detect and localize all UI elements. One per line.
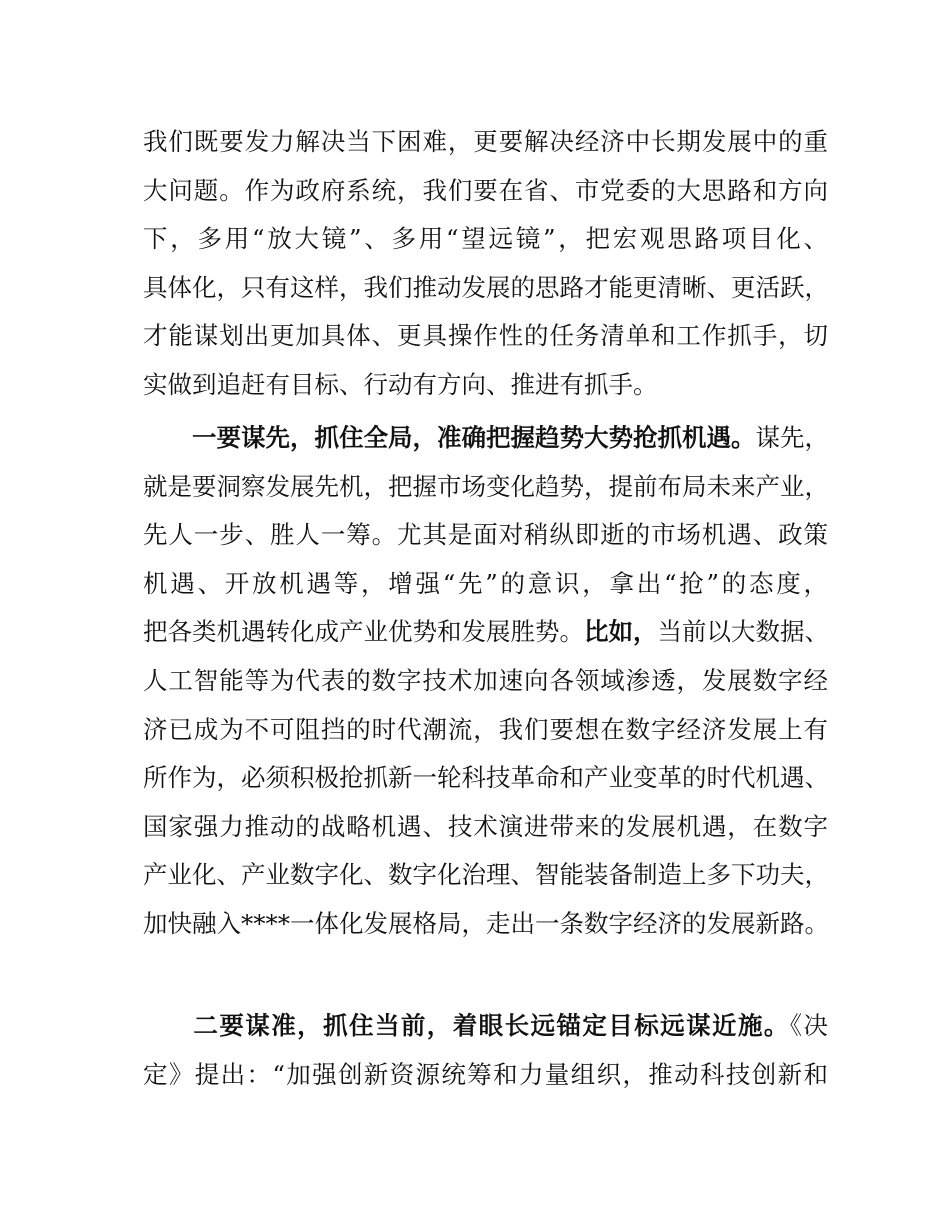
paragraph-line: 大问题。作为政府系统，我们要在省、市党委的大思路和方向	[143, 175, 828, 205]
paragraph-line: 济已成为不可阻挡的时代潮流，我们要想在数字经济发展上有	[143, 714, 828, 744]
paragraph-line: 国家强力推动的战略机遇、技术演进带来的发展机遇，在数字	[143, 811, 828, 841]
paragraph-line: 产业化、产业数字化、数字化治理、智能装备制造上多下功夫，	[143, 860, 829, 890]
paragraph-line: 加快融入****一体化发展格局，走出一条数字经济的发展新路。	[143, 908, 829, 938]
line-text: 当前以大数据、	[657, 617, 829, 647]
line-text: 把各类机遇转化成产业优势和发展胜势。	[143, 617, 584, 647]
paragraph-line: 人工智能等为代表的数字技术加速向各领域渗透，发展数字经	[143, 665, 828, 695]
paragraph-first-line	[143, 1002, 828, 1051]
paragraph-first-line	[143, 414, 828, 463]
section-heading: 一要谋先，抓住全局，准确把握趋势大势抢抓机遇。	[192, 423, 756, 452]
section-heading: 二要谋准，抓住当前，着眼长远锚定目标远谋近施。	[192, 1011, 790, 1040]
paragraph-line: 定》提出：“加强创新资源统筹和力量组织，推动科技创新和	[143, 1059, 828, 1089]
paragraph-line: 所作为，必须积极抢抓新一轮科技革命和产业变革的时代机遇、	[143, 763, 829, 793]
paragraph-line: 下，多用“放大镜”、多用“望远镜”，把宏观思路项目化、	[143, 224, 828, 254]
paragraph-line-mixed	[143, 608, 828, 657]
paragraph-line: 我们既要发力解决当下困难，更要解决经济中长期发展中的重	[143, 127, 828, 156]
paragraph-line: 先人一步、胜人一筹。尤其是面对稍纵即逝的市场机遇、政策	[143, 520, 828, 550]
paragraph-line: 才能谋划出更加具体、更具操作性的任务清单和工作抓手，切	[143, 321, 828, 351]
paragraph-1	[143, 118, 828, 410]
paragraph-2	[143, 414, 828, 949]
paragraph-line: 就是要洞察发展先机，把握市场变化趋势，提前布局未来产业，	[143, 471, 829, 501]
paragraph-line: 实做到追赶有目标、行动有方向、推进有抓手。	[143, 369, 658, 399]
heading-continuation: 谋先，	[755, 423, 829, 452]
paragraph-3	[143, 1002, 828, 1099]
paragraph-line: 机遇、开放机遇等，增强“先”的意识，拿出“抢”的态度，	[143, 568, 828, 598]
heading-continuation: 《决	[789, 1011, 829, 1040]
example-lead: 比如，	[584, 617, 658, 647]
paragraph-line: 具体化，只有这样，我们推动发展的思路才能更清晰、更活跃，	[143, 272, 829, 302]
